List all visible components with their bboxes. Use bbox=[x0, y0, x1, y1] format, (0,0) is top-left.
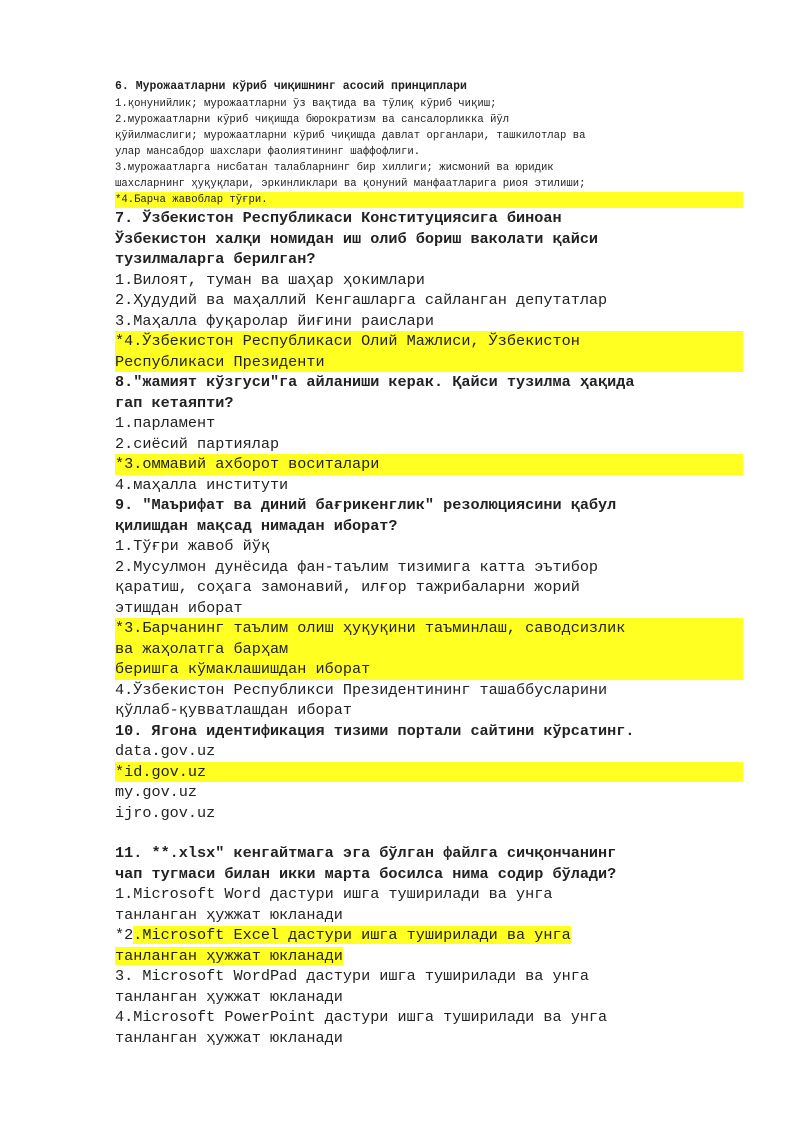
question-7 bbox=[115, 208, 745, 372]
question-6-option-3-cont: шахсларнинг ҳуқуқлари, эркинликлари ва қонуний манфаатларига риоя этилиши; bbox=[115, 178, 586, 190]
document-body bbox=[115, 78, 745, 1048]
question-10-option-1: data.gov.uz bbox=[115, 742, 216, 760]
question-11-option-1-cont: танланган ҳужжат юкланади bbox=[115, 905, 343, 924]
question-9-correct-answer-cont2: беришга кўмаклашишдан иборат bbox=[115, 659, 743, 680]
question-11-option-3-cont: танланган ҳужжат юкланади bbox=[115, 987, 343, 1006]
answer-text-cont: танланган ҳужжат юкланади bbox=[115, 946, 343, 965]
question-8 bbox=[115, 372, 745, 495]
question-9-option-2-cont: қаратиш, соҳага замонавий, илғор тажрибаларни жорий bbox=[115, 578, 580, 596]
question-11-correct-answer-cont bbox=[115, 946, 745, 967]
question-9-option-4-cont: қўллаб-қувватлашдан иборат bbox=[115, 701, 352, 719]
answer-text: .Microsoft Excel дастури ишга туширилади ва унга bbox=[133, 926, 571, 944]
question-11-option-1: 1.Microsoft Word дастури ишга туширилади ва унга bbox=[115, 885, 553, 903]
question-9-option-2: 2.Мусулмон дунёсида фан-таълим тизимига катта эътибор bbox=[115, 557, 599, 576]
question-11-title: чап тугмаси билан икки марта босилса нима содир бўлади? bbox=[115, 864, 617, 883]
question-9 bbox=[115, 495, 745, 721]
question-11-correct-answer bbox=[115, 925, 745, 946]
question-6-option-2-cont2: улар мансабдор шахслари фаолиятининг шаффофлиги. bbox=[115, 146, 421, 158]
question-6-correct-answer: *4.Барча жавоблар тўғри. bbox=[115, 192, 743, 208]
question-10-title: 10. Ягона идентификация тизими портали сайтини кўрсатинг. bbox=[115, 721, 635, 740]
question-9-option-1: 1.Тўғри жавоб йўқ bbox=[115, 537, 270, 555]
question-10-correct-answer: *id.gov.uz bbox=[115, 762, 743, 783]
question-8-option-1: 1.парламент bbox=[115, 414, 216, 432]
question-6-option-2: 2.мурожаатларни кўриб чиқишда бюрократизм ва сансалорликка йўл bbox=[115, 114, 510, 126]
question-10-option-4: ijro.gov.uz bbox=[115, 803, 216, 822]
question-9-title: 9. "Маърифат ва диний бағрикенглик" резолюциясини қабул bbox=[115, 496, 617, 514]
question-9-title: қилишдан мақсад нимадан иборат? bbox=[115, 516, 398, 535]
question-7-title: 7. Ўзбекистон Республикаси Конституциясига биноан bbox=[115, 209, 562, 227]
question-11-title: 11. **.xlsx" кенгайтмага эга бўлган файлга сичқончанинг bbox=[115, 844, 617, 862]
question-6 bbox=[115, 78, 745, 208]
question-7-option-3: 3.Маҳалла фуқаролар йиғини раислари bbox=[115, 311, 434, 330]
question-7-option-1: 1.Вилоят, туман ва шаҳар ҳокимлари bbox=[115, 270, 425, 289]
answer-marker: *2 bbox=[115, 926, 134, 944]
question-7-correct-answer: *4.Ўзбекистон Республикаси Олий Мажлиси, Ўзбекистон bbox=[115, 331, 743, 352]
question-6-option-1: 1.қонунийлик; мурожаатларни ўз вақтида ва тўлиқ кўриб чиқиш; bbox=[115, 98, 497, 110]
question-11 bbox=[115, 843, 745, 1048]
question-6-option-2-cont: қўйилмаслиги; мурожаатларни кўриб чиқишда давлат органлари, ташкилотлар ва bbox=[115, 130, 586, 142]
question-10 bbox=[115, 721, 745, 824]
question-9-correct-answer-cont: ва жаҳолатга барҳам bbox=[115, 639, 743, 660]
question-8-correct-answer: *3.оммавий ахборот воситалари bbox=[115, 454, 743, 475]
question-11-option-3: 3. Microsoft WordPad дастури ишга туширилади ва унга bbox=[115, 967, 589, 985]
question-7-correct-answer-cont: Республикаси Президенти bbox=[115, 352, 743, 373]
question-9-correct-answer: *3.Барчанинг таълим олиш ҳуқуқини таъминлаш, саводсизлик bbox=[115, 618, 743, 639]
paragraph-gap bbox=[115, 823, 745, 843]
question-11-option-4: 4.Microsoft PowerPoint дастури ишга туширилади ва унга bbox=[115, 1008, 608, 1026]
question-11-option-4-cont: танланган ҳужжат юкланади bbox=[115, 1028, 343, 1047]
question-8-title: 8."жамият кўзгуси"га айланиши керак. Қайси тузилма ҳақида bbox=[115, 373, 635, 391]
question-6-title: 6. Мурожаатларни кўриб чиқишнинг асосий принциплари bbox=[115, 80, 467, 93]
question-8-option-2: 2.сиёсий партиялар bbox=[115, 434, 280, 453]
question-6-option-3: 3.мурожаатларга нисбатан талабларнинг бир хиллиги; жисмоний ва юридик bbox=[115, 162, 554, 174]
question-8-title: гап кетаяпти? bbox=[115, 393, 234, 412]
question-7-title: Ўзбекистон халқи номидан иш олиб бориш ваколати қайси bbox=[115, 229, 599, 248]
question-7-option-2: 2.Ҳудудий ва маҳаллий Кенгашларга сайланган депутатлар bbox=[115, 291, 608, 309]
question-7-title: тузилмаларга берилган? bbox=[115, 250, 316, 268]
question-8-option-4: 4.маҳалла институти bbox=[115, 475, 289, 494]
question-10-option-3: my.gov.uz bbox=[115, 783, 198, 801]
question-9-option-2-cont2: этишдан иборат bbox=[115, 598, 243, 617]
question-9-option-4: 4.Ўзбекистон Республикси Президентининг ташаббусларини bbox=[115, 680, 608, 699]
